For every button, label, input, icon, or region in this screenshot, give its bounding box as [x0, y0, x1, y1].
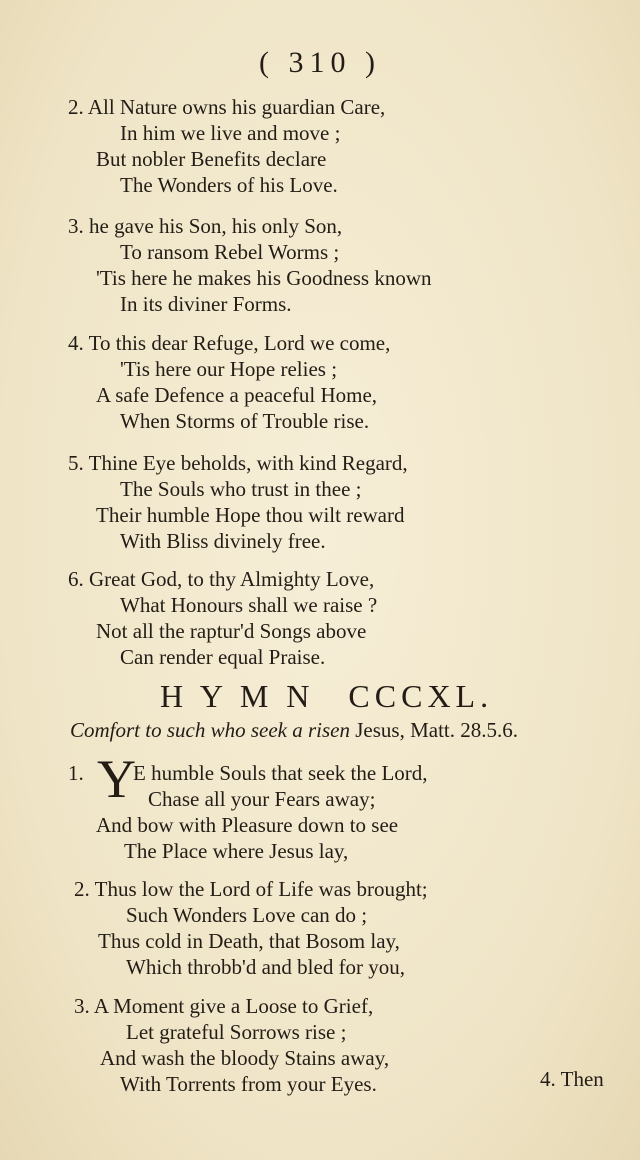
- stanza-4-line-4: When Storms of Trouble rise.: [120, 409, 370, 433]
- bottom-stanza-1-line-1: E humble Souls that seek the Lord,: [133, 761, 428, 785]
- bottom-stanza-1-number: 1.: [68, 761, 84, 785]
- stanza-5-line-3: Their humble Hope thou wilt reward: [96, 503, 405, 527]
- bottom-stanza-1-line-2: Chase all your Fears away;: [148, 787, 376, 811]
- bottom-stanza-3-line-1: 3. A Moment give a Loose to Grief,: [74, 994, 374, 1018]
- stanza-3-line-2: To ransom Rebel Worms ;: [120, 240, 340, 264]
- bottom-stanza-1-line-3: And bow with Pleasure down to see: [96, 813, 399, 837]
- bottom-stanza-1-line-4: The Place where Jesus lay,: [124, 839, 349, 863]
- stanza-6-line-3: Not all the raptur'd Songs above: [96, 619, 367, 643]
- bottom-stanza-2-line-1: 2. Thus low the Lord of Life was brought;: [74, 877, 428, 901]
- stanza-2-line-4: The Wonders of his Love.: [120, 173, 338, 197]
- stanza-4-line-2: 'Tis here our Hope relies ;: [120, 357, 338, 381]
- page-number: ( 310 ): [259, 46, 381, 79]
- stanza-6-line-2: What Honours shall we raise ?: [120, 593, 378, 617]
- hymn-numeral: CCCXL.: [348, 678, 494, 714]
- stanza-3-line-4: In its diviner Forms.: [120, 292, 292, 316]
- stanza-6-line-4: Can render equal Praise.: [120, 645, 326, 669]
- bottom-stanza-3-line-3: And wash the bloody Stains away,: [100, 1046, 390, 1070]
- stanza-3-line-3: 'Tis here he makes his Goodness known: [96, 266, 432, 290]
- stanza-5-line-4: With Bliss divinely free.: [120, 529, 326, 553]
- stanza-2-line-2: In him we live and move ;: [120, 121, 341, 145]
- subtitle-reference: Jesus, Matt. 28.5.6.: [355, 718, 518, 742]
- stanza-5-line-2: The Souls who trust in thee ;: [120, 477, 362, 501]
- stanza-4-line-3: A safe Defence a peaceful Home,: [96, 383, 378, 407]
- catchword: 4. Then: [540, 1067, 604, 1091]
- bottom-stanza-3-line-4: With Torrents from your Eyes.: [120, 1072, 377, 1096]
- subtitle-italic: Comfort to such who seek a risen: [70, 718, 350, 742]
- bottom-stanza-3-line-2: Let grateful Sorrows rise ;: [126, 1020, 347, 1044]
- bottom-stanza-2-line-2: Such Wonders Love can do ;: [126, 903, 368, 927]
- stanza-4-line-1: 4. To this dear Refuge, Lord we come,: [68, 331, 391, 355]
- bottom-stanza-2-line-4: Which throbb'd and bled for you,: [126, 955, 406, 979]
- drop-cap: Y: [97, 749, 136, 809]
- hymn-word: H Y M N: [160, 678, 315, 714]
- stanza-2-line-1: 2. All Nature owns his guardian Care,: [68, 95, 386, 119]
- hymn-heading: [160, 678, 493, 715]
- stanza-5-line-1: 5. Thine Eye beholds, with kind Regard,: [68, 451, 408, 475]
- stanza-3-line-1: 3. he gave his Son, his only Son,: [68, 214, 343, 238]
- bottom-stanza-2-line-3: Thus cold in Death, that Bosom lay,: [98, 929, 400, 953]
- stanza-2-line-3: But nobler Benefits declare: [96, 147, 327, 171]
- stanza-6-line-1: 6. Great God, to thy Almighty Love,: [68, 567, 375, 591]
- hymn-subtitle: [70, 718, 518, 743]
